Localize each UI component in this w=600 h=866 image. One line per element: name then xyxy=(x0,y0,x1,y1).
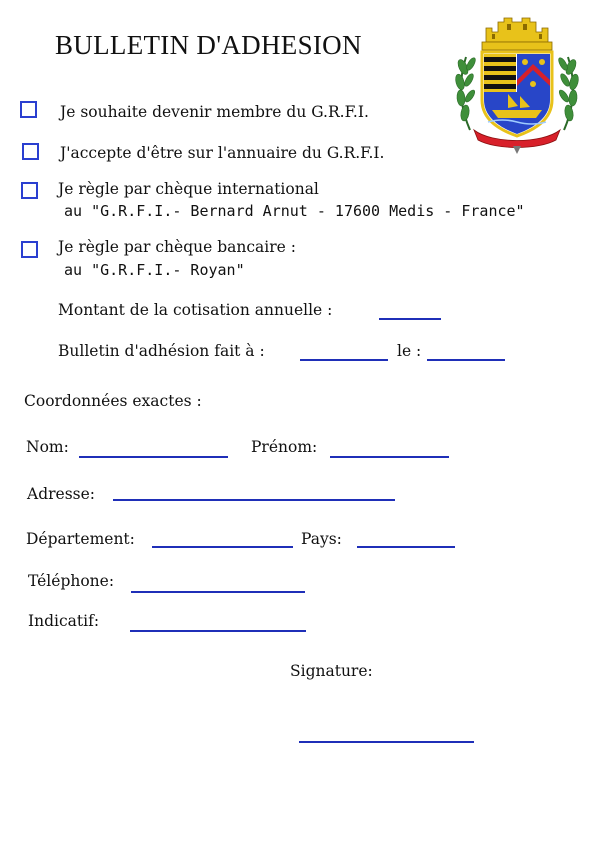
checkbox-membre[interactable] xyxy=(20,101,37,118)
pays-label: Pays: xyxy=(301,530,342,548)
coordonnees-heading: Coordonnées exactes : xyxy=(24,392,202,410)
adresse-label: Adresse: xyxy=(27,485,96,503)
signature-field[interactable] xyxy=(299,726,474,743)
nom-field[interactable] xyxy=(79,441,228,458)
departement-field[interactable] xyxy=(152,531,293,548)
option-cheque-bancaire-sub: au "G.R.F.I.- Royan" xyxy=(64,261,245,279)
departement-label: Département: xyxy=(26,530,135,548)
checkbox-cheque-bancaire[interactable] xyxy=(21,241,38,258)
option-annuaire-label: J'accepte d'être sur l'annuaire du G.R.F.I. xyxy=(60,144,385,162)
telephone-label: Téléphone: xyxy=(28,572,115,590)
prenom-field[interactable] xyxy=(330,441,449,458)
adresse-field[interactable] xyxy=(113,484,395,501)
fait-label: Bulletin d'adhésion fait à : xyxy=(58,342,265,360)
date-field[interactable] xyxy=(427,344,505,361)
prenom-label: Prénom: xyxy=(251,438,318,456)
checkbox-annuaire[interactable] xyxy=(22,143,39,160)
nom-label: Nom: xyxy=(26,438,69,456)
indicatif-field[interactable] xyxy=(130,615,306,632)
lieu-field[interactable] xyxy=(300,344,388,361)
option-cheque-bancaire-label: Je règle par chèque bancaire : xyxy=(58,238,296,256)
option-cheque-international-sub: au "G.R.F.I.- Bernard Arnut - 17600 Medis - France" xyxy=(64,202,525,220)
page-title: BULLETIN D'ADHESION xyxy=(55,30,362,60)
telephone-field[interactable] xyxy=(131,576,305,593)
date-label: le : xyxy=(397,342,422,360)
coat-of-arms-icon xyxy=(452,12,582,154)
signature-label: Signature: xyxy=(290,662,373,680)
montant-label: Montant de la cotisation annuelle : xyxy=(58,301,333,319)
checkbox-cheque-international[interactable] xyxy=(21,182,38,199)
montant-field[interactable] xyxy=(379,303,441,320)
pays-field[interactable] xyxy=(357,531,455,548)
option-membre-label: Je souhaite devenir membre du G.R.F.I. xyxy=(60,103,369,121)
option-cheque-international-label: Je règle par chèque international xyxy=(58,180,319,198)
indicatif-label: Indicatif: xyxy=(28,612,100,630)
